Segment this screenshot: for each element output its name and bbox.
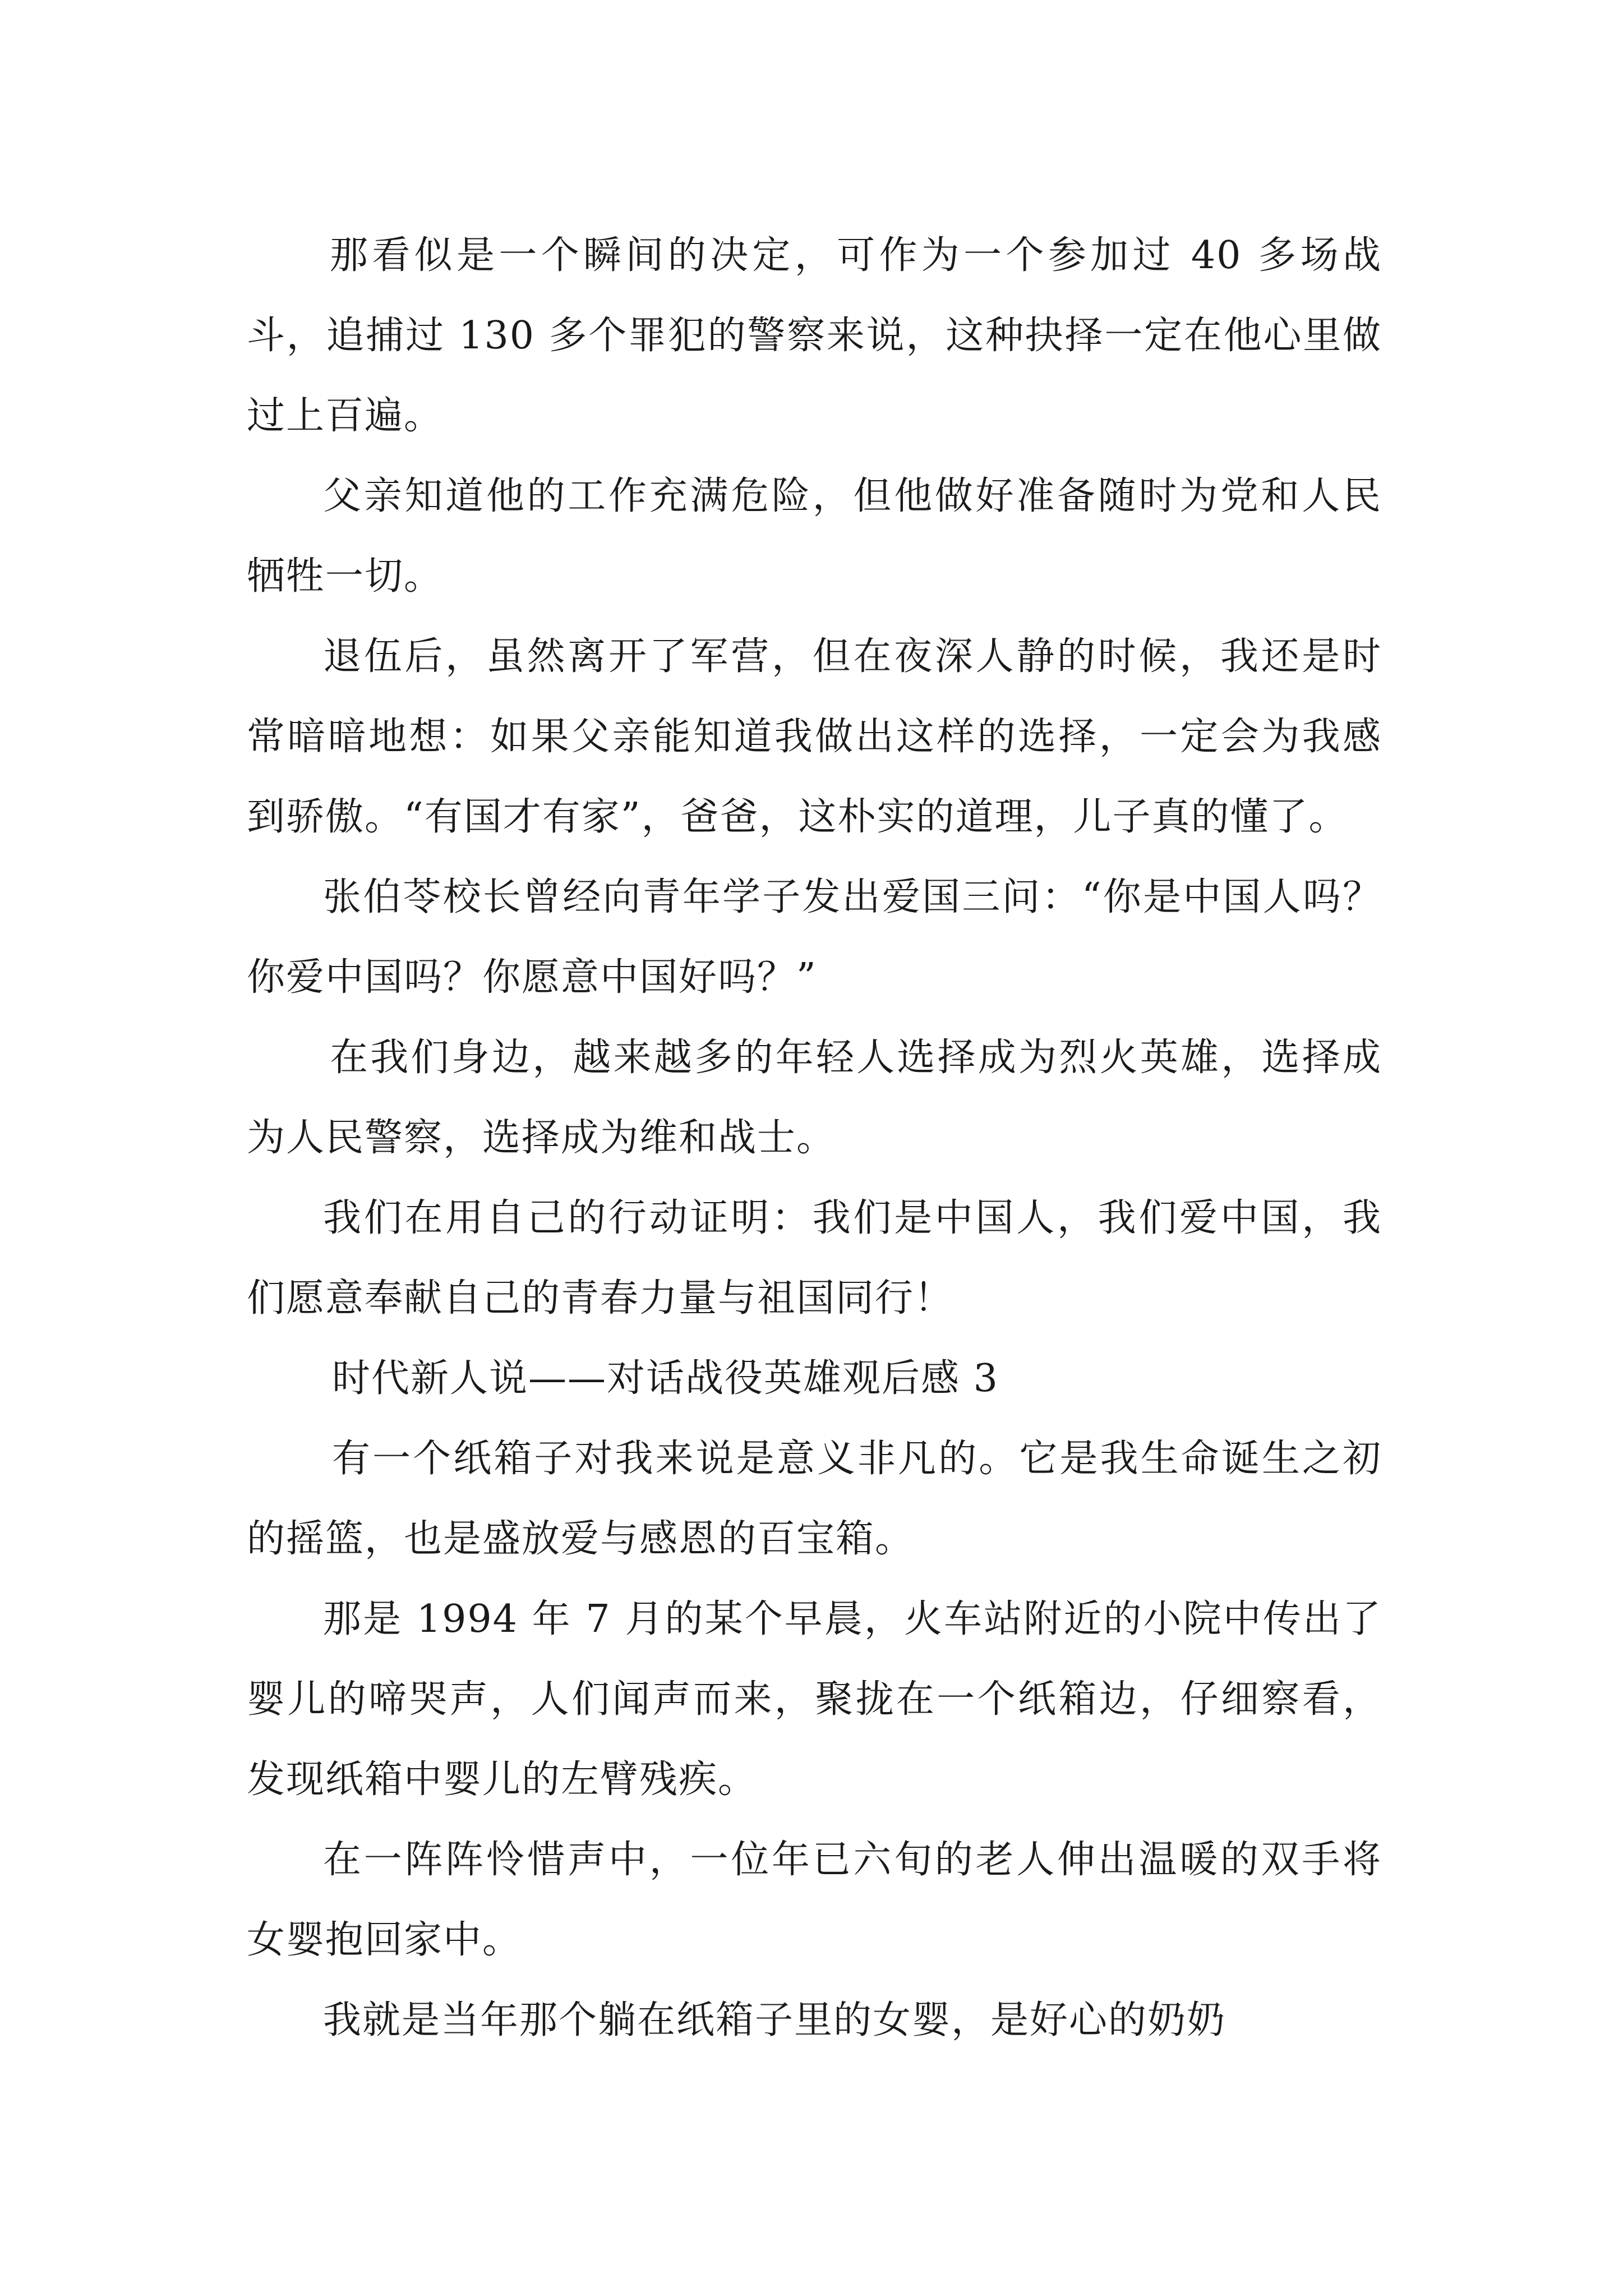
paragraph: 父亲知道他的工作充满危险，但他做好准备随时为党和人民牺牲一切。 (247, 474, 1382, 599)
document-body (247, 215, 1382, 2060)
paragraph: 我就是当年那个躺在纸箱子里的女婴，是好心的奶奶 (323, 1998, 1227, 2042)
section-heading: 时代新人说——对话战役英雄观后感 3 (332, 1356, 999, 1401)
paragraph: 退伍后，虽然离开了军营，但在夜深人静的时候，我还是时常暗暗地想：如果父亲能知道我做出这样的选择，一定会为我感到骄傲。“有国才有家”，爸爸，这朴实的道理，儿子真的懂了。 (247, 634, 1382, 839)
paragraph: 在我们身边，越来越多的年轻人选择成为烈火英雄，选择成为人民警察，选择成为维和战士。 (247, 1036, 1382, 1160)
paragraph: 那是 1994 年 7 月的某个早晨，火车站附近的小院中传出了婴儿的啼哭声，人们闻声而来，聚拢在一个纸箱边，仔细察看，发现纸箱中婴儿的左臂残疾。 (247, 1597, 1382, 1802)
paragraph: 有一个纸箱子对我来说是意义非凡的。它是我生命诞生之初的摇篮，也是盛放爱与感恩的百宝箱。 (247, 1437, 1382, 1561)
paragraph: 在一阵阵怜惜声中，一位年已六旬的老人伸出温暖的双手将女婴抱回家中。 (247, 1838, 1382, 1962)
paragraph: 那看似是一个瞬间的决定，可作为一个参加过 40 多场战斗，追捕过 130 多个罪犯的警察来说，这种抉择一定在他心里做过上百遍。 (247, 233, 1382, 438)
paragraph: 我们在用自己的行动证明：我们是中国人，我们爱中国，我们愿意奉献自己的青春力量与祖国同行！ (247, 1196, 1382, 1320)
paragraph: 张伯苓校长曾经向青年学子发出爱国三问：“你是中国人吗？你爱中国吗？你愿意中国好吗？” (247, 875, 1382, 1000)
